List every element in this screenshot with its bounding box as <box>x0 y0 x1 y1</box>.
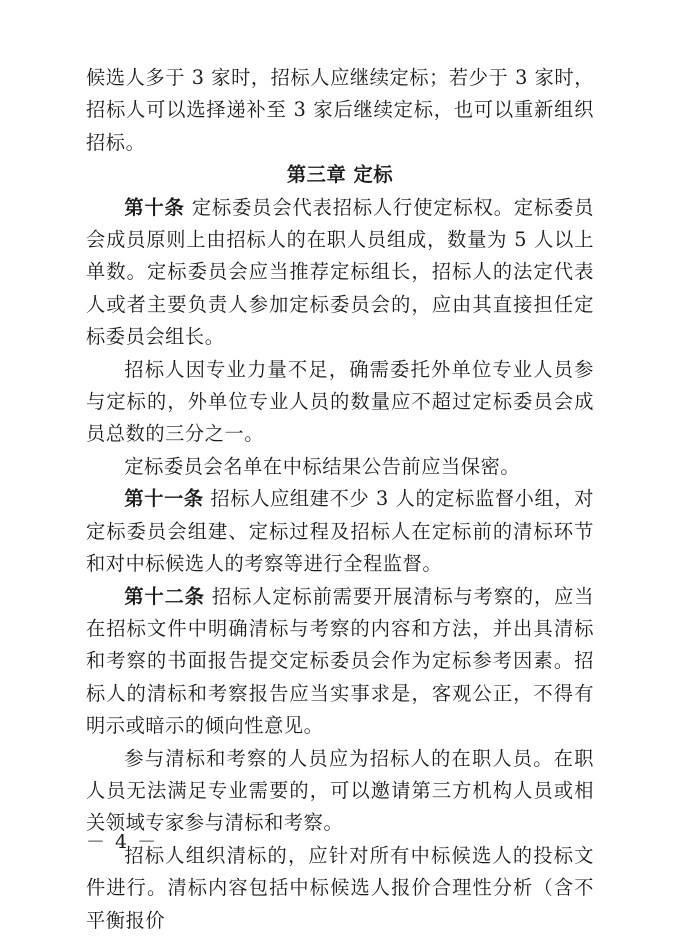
article-12-paragraph-3: 招标人组织清标的，应针对所有中标候选人的投标文件进行。清标内容包括中标候选人报价合理性分析（含不平衡报价 <box>86 843 594 932</box>
article-10-paragraph-2: 招标人因专业力量不足，确需委托外单位专业人员参与定标的，外单位专业人员的数量应不超过定标委员会成员总数的三分之一。 <box>86 357 594 446</box>
article-12-label: 第十二条 <box>124 584 205 608</box>
article-12-text: 招标人定标前需要开展清标与考察的，应当在招标文件中明确清标与考察的内容和方法，并出具清标和考察的书面报告提交定标委员会作为定标参考因素。招标人的清标和考察报告应当实事求是，客观公正，不得有明示或暗示的倾向性意见。 <box>86 584 594 738</box>
article-10 <box>86 192 594 354</box>
article-11 <box>86 483 594 580</box>
paragraph-continuation: 候选人多于 3 家时，招标人应继续定标；若少于 3 家时，招标人可以选择递补至 3 家后继续定标，也可以重新组织招标。 <box>86 66 594 154</box>
chapter-heading: 第三章 定标 <box>286 163 394 187</box>
page-number: － 4 － <box>86 831 159 853</box>
article-12-paragraph-2: 参与清标和考察的人员应为招标人的在职人员。在职人员无法满足专业需要的，可以邀请第三方机构人员或相关领域专家参与清标和考察。 <box>86 746 594 835</box>
article-10-label: 第十条 <box>124 195 185 219</box>
article-10-text: 定标委员会代表招标人行使定标权。定标委员会成员原则上由招标人的在职人员组成，数量为 5 人以上单数。定标委员会应当推荐定标组长，招标人的法定代表人或者主要负责人参加定标委员会的，应由其直接担任定标委员会组长。 <box>86 195 594 349</box>
article-11-label: 第十一条 <box>124 487 204 511</box>
article-11-text: 招标人应组建不少 3 人的定标监督小组，对定标委员会组建、定标过程及招标人在定标前的清标环节和对中标候选人的考察等进行全程监督。 <box>86 487 594 576</box>
article-12 <box>86 581 594 743</box>
document-body <box>86 62 594 937</box>
article-10-paragraph-3: 定标委员会名单在中标结果公告前应当保密。 <box>124 454 521 478</box>
